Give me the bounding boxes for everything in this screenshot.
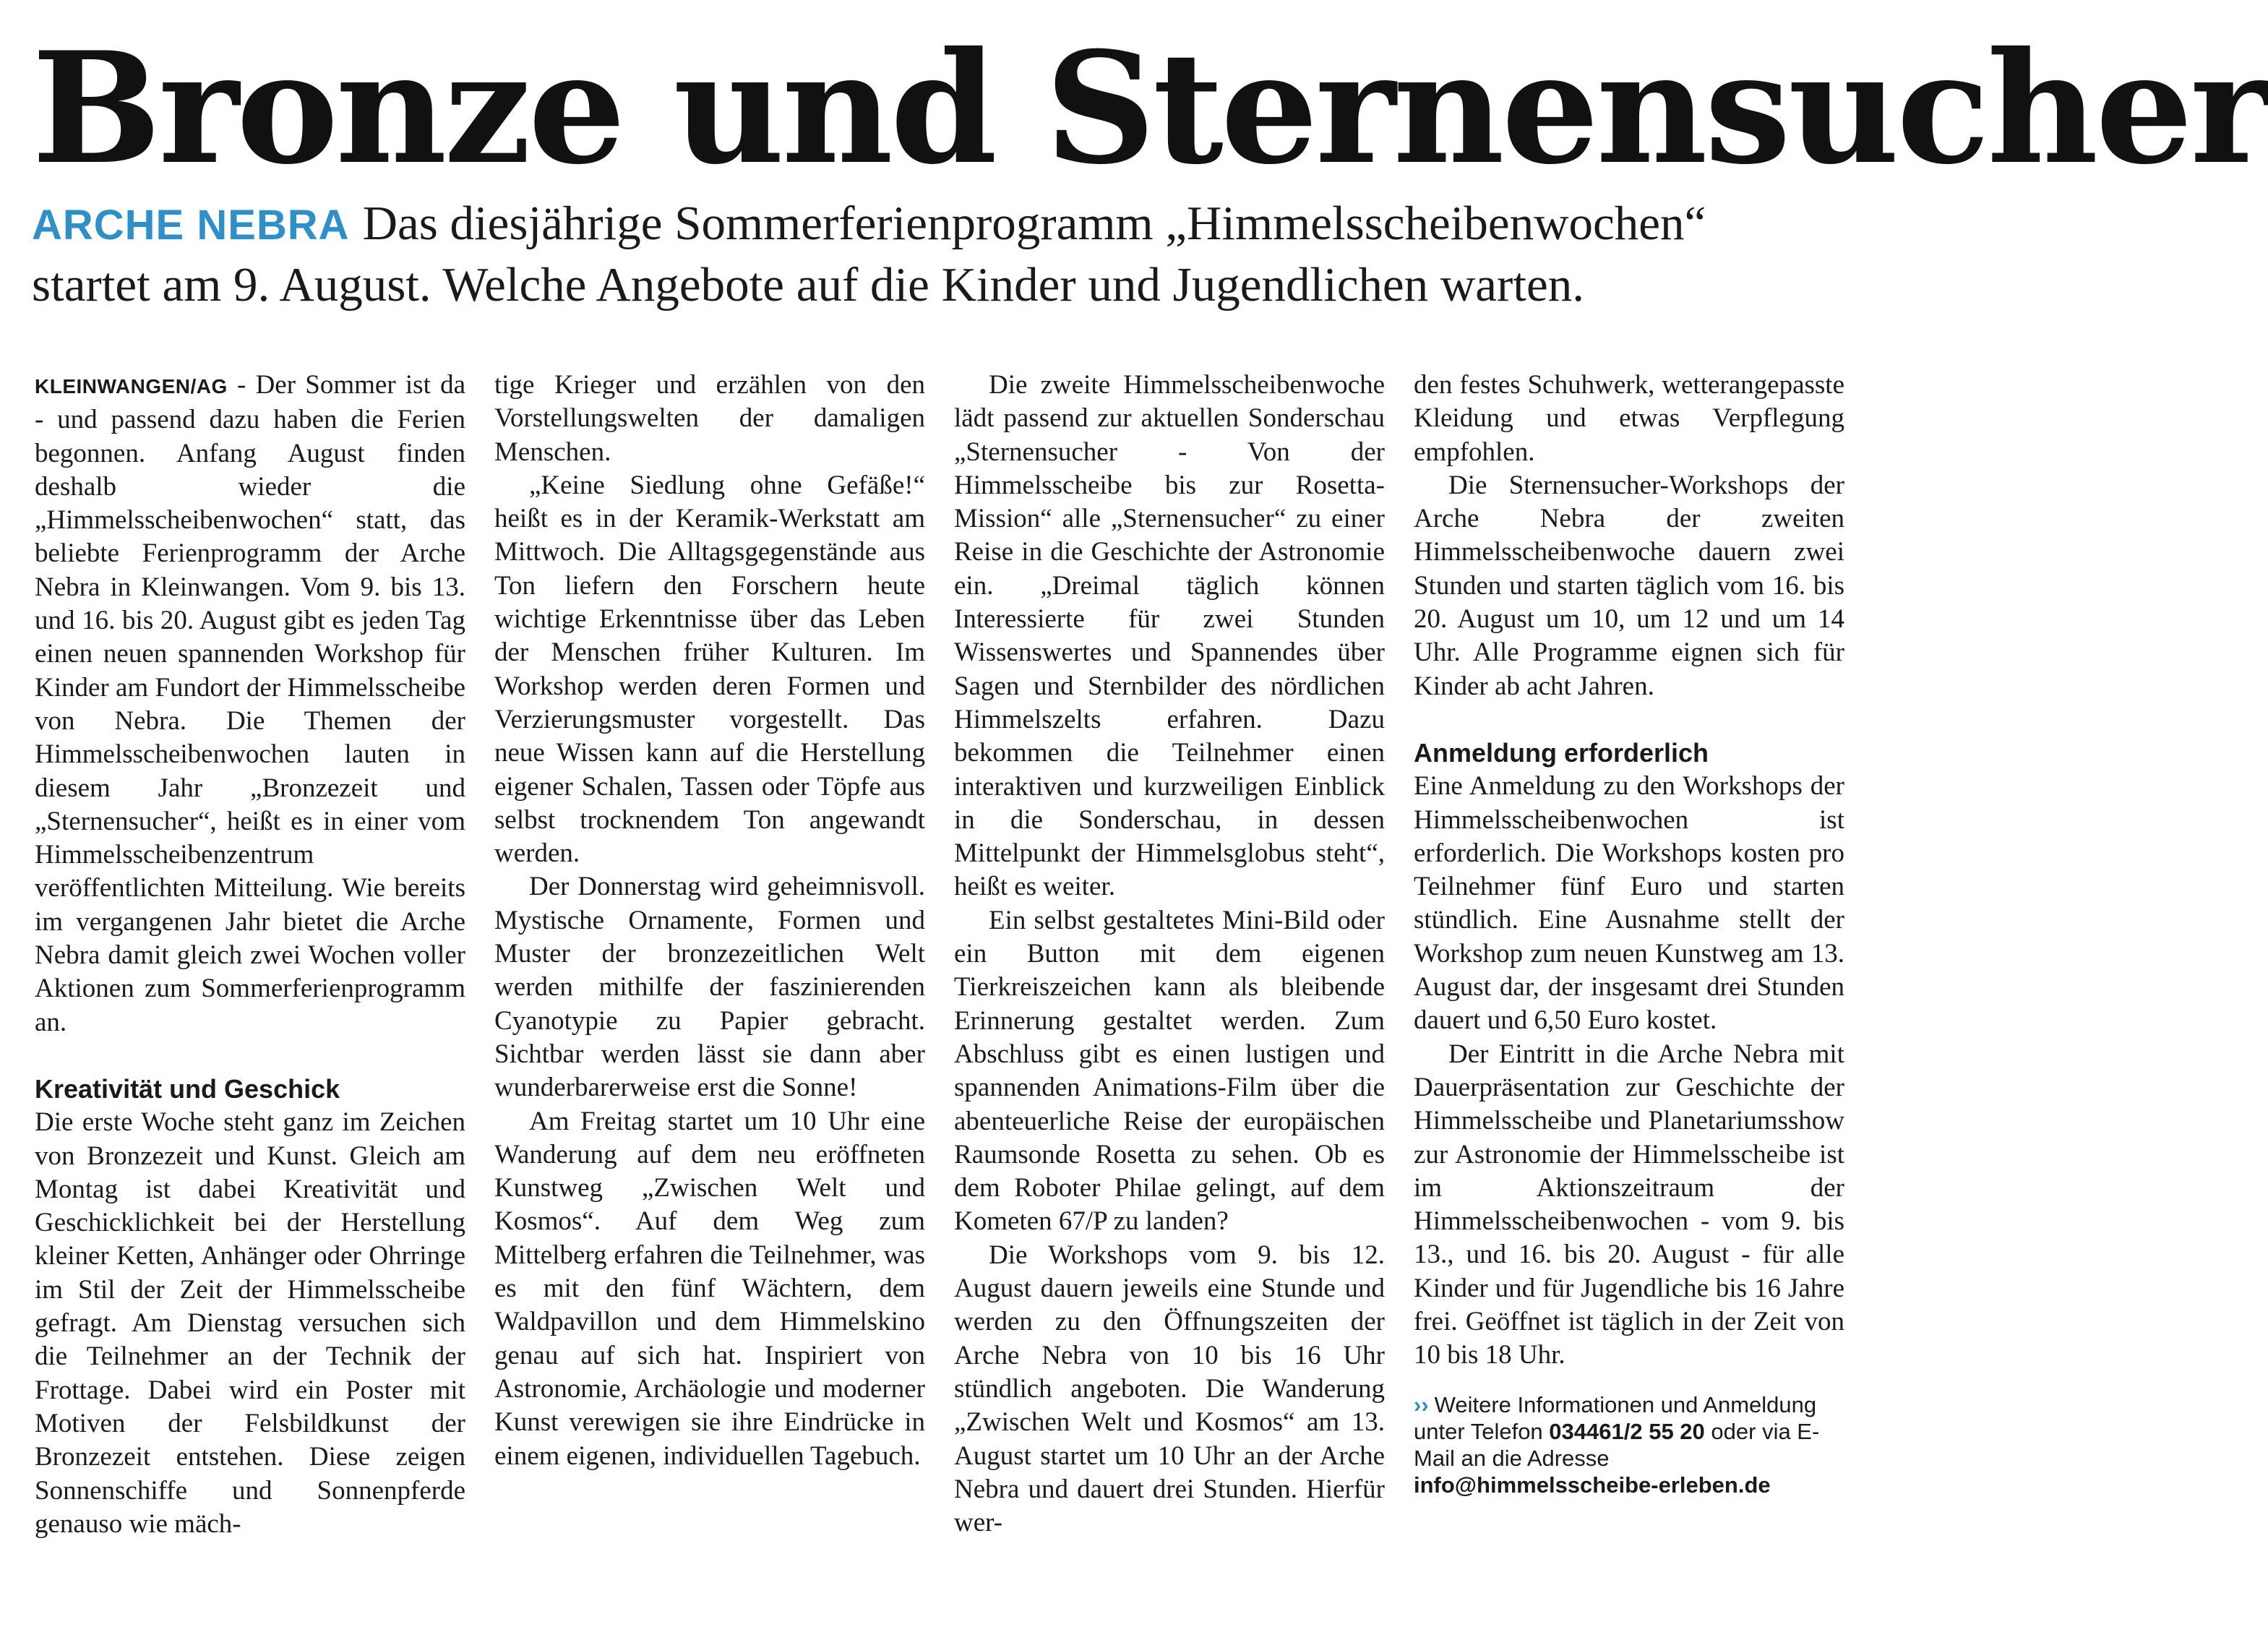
- paragraph-text: - Der Sommer ist da - und passend dazu haben die Ferien begonnen. Anfang August finden deshalb wieder die „Himmelsscheibenwochen“ statt, das beliebte Ferienprogramm der Arche Nebra in Kleinwangen. Vom 9. bis 13. und 16. bis 20. August gibt es jeden Tag einen neuen spannenden Workshop für Kinder am Fundort der Himmelsscheibe von Nebra. Die Themen der Himmelsscheibenwochen lauten in diesem Jahr „Bronzezeit und „Sternensucher“, heißt es in einer vom Himmelsscheibenzentrum veröffentlichten Mitteilung. Wie bereits im vergangenen Jahr bietet die Arche Nebra damit gleich zwei Wochen voller Aktionen zum Sommerferienprogramm an.: [35, 370, 465, 1037]
- headline: Bronze und Sternensucher: [32, 18, 2268, 198]
- paragraph: Die erste Woche steht ganz im Zeichen von Bronzezeit und Kunst. Gleich am Montag ist dabei Kreativität und Geschicklichkeit bei der Herstellung kleiner Ketten, Anhänger oder Ohrringe im Stil der Zeit der Himmelsscheibe gefragt. Am Dienstag versuchen sich die Teilnehmer an der Technik der Frottage. Dabei wird ein Poster mit Motiven der Felsbildkunst der Bronzezeit entstehen. Diese zeigen Sonnenschiffe und Sonnenpferde genauso wie mäch-: [35, 1107, 465, 1539]
- paragraph: Der Donnerstag wird geheimnisvoll. Mystische Ornamente, Formen und Muster der bronzezeitlichen Welt werden mithilfe der faszinierenden Cyanotypie zu Papier gebracht. Sichtbar werden lässt sie dann aber wunderbarerweise erst die Sonne!: [494, 872, 925, 1103]
- info-text: oder via E-Mail an die Adresse: [1414, 1418, 1820, 1471]
- paragraph: „Keine Siedlung ohne Gefäße!“ heißt es in der Keramik-Werkstatt am Mittwoch. Die Alltagsgegenstände aus Ton liefern den Forschern heute wichtige Erkenntnisse über das Leben der Menschen früher Kulturen. Im Workshop werden deren Formen und Verzierungsmuster vorgestellt. Das neue Wissen kann auf die Herstellung eigener Schalen, Tassen oder Töpfe aus selbst trocknendem Ton angewandt werden.: [494, 470, 925, 869]
- phone-number: 034461/2 55 20: [1549, 1418, 1705, 1444]
- kicker: ARCHE NEBRA: [32, 202, 350, 249]
- paragraph: Eine Anmeldung zu den Workshops der Himmelsscheibenwochen ist erforderlich. Die Workshops kosten pro Teilnehmer fünf Euro und starten stündlich. Eine Ausnahme stellt der Workshop zum neuen Kunstweg am 13. August dar, der insgesamt drei Stunden dauert und 6,50 Euro kostet.: [1414, 771, 1844, 1036]
- section-heading: Anmeldung erforderlich: [1414, 737, 1709, 768]
- column-3: [954, 369, 1385, 1540]
- chevron-right-icon: ››: [1414, 1391, 1429, 1417]
- info-box: [1414, 1391, 1844, 1498]
- paragraph: den festes Schuhwerk, wetterangepasste Kleidung und etwas Verpflegung empfohlen.: [1414, 370, 1844, 467]
- paragraph: tige Krieger und erzählen von den Vorstellungswelten der damaligen Menschen.: [494, 370, 925, 467]
- paragraph: Am Freitag startet um 10 Uhr eine Wanderung auf dem neu eröffneten Kunstweg „Zwischen Welt und Kosmos“. Auf dem Weg zum Mittelberg erfahren die Teilnehmer, was es mit den fünf Wächtern, dem Waldpavillon und dem Himmelskino genau auf sich hat. Inspiriert von Astronomie, Archäologie und moderner Kunst verewigen sie ihre Eindrücke in einem eigenen, individuellen Tagebuch.: [494, 1106, 925, 1471]
- dateline: KLEINWANGEN/AG: [35, 375, 228, 398]
- paragraph: Die Sternensucher-Workshops der Arche Nebra der zweiten Himmelsscheibenwoche dauern zwei Stunden und starten täglich vom 16. bis 20. August um 10, um 12 und um 14 Uhr. Alle Programme eignen sich für Kinder ab acht Jahren.: [1414, 470, 1844, 701]
- paragraph: Die Workshops vom 9. bis 12. August dauern jeweils eine Stunde und werden zu den Öffnungszeiten der Arche Nebra von 10 bis 16 Uhr stündlich angeboten. Die Wanderung „Zwischen Welt und Kosmos“ am 13. August startet um 10 Uhr an der Arche Nebra und dauert drei Stunden. Hierfür wer-: [954, 1240, 1385, 1538]
- section-heading: Kreativität und Geschick: [35, 1073, 340, 1104]
- subhead-text: Das diesjährige Sommerferienprogramm „Himmelsscheibenwochen“ startet am 9. August. Welche Angebote auf die Kinder und Jugendlichen warten.: [32, 197, 1706, 312]
- paragraph: Die zweite Himmelsscheibenwoche lädt passend zur aktuellen Sonderschau „Sternensucher - Von der Himmelsscheibe bis zur Rosetta-Mission“ alle „Sternensucher“ zu einer Reise in die Geschichte der Astronomie ein. „Dreimal täglich können Interessierte für zwei Stunden Wissenswertes und Spannendes über Sagen und Sternbilder des nördlichen Himmelszelts erfahren. Dazu bekommen die Teilnehmer einen interaktiven und kurzweiligen Einblick in die Sonderschau, in dessen Mittelpunkt der Himmelsglobus steht“, heißt es weiter.: [954, 370, 1385, 902]
- paragraph: Ein selbst gestaltetes Mini-Bild oder ein Button mit dem eigenen Tierkreiszeichen kann als bleibende Erinnerung gestaltet werden. Zum Abschluss gibt es einen lustigen und spannenden Animations-Film über die abenteuerliche Reise der europäischen Raumsonde Rosetta zu sehen. Ob es dem Roboter Philae gelingt, auf dem Kometen 67/P zu landen?: [954, 905, 1385, 1237]
- subheadline: [32, 194, 1831, 314]
- column-1: [35, 369, 465, 1541]
- info-text: Weitere Informationen und Anmeldung unter Telefon: [1414, 1391, 1817, 1444]
- paragraph: Der Eintritt in die Arche Nebra mit Dauerpräsentation zur Geschichte der Himmelsscheibe und Planetariumsshow zur Astronomie der Himmelsscheibe ist im Aktionszeitraum der Himmelsscheibenwochen - vom 9. bis 13., und 16. bis 20. August - für alle Kinder und für Jugendliche bis 16 Jahre frei. Geöffnet ist täglich in der Zeit von 10 bis 18 Uhr.: [1414, 1039, 1844, 1370]
- email-address: info@himmelsscheibe-erleben.de: [1414, 1472, 1771, 1498]
- paragraph: [35, 369, 465, 1039]
- column-2: [494, 369, 925, 1473]
- column-4: [1414, 369, 1844, 1498]
